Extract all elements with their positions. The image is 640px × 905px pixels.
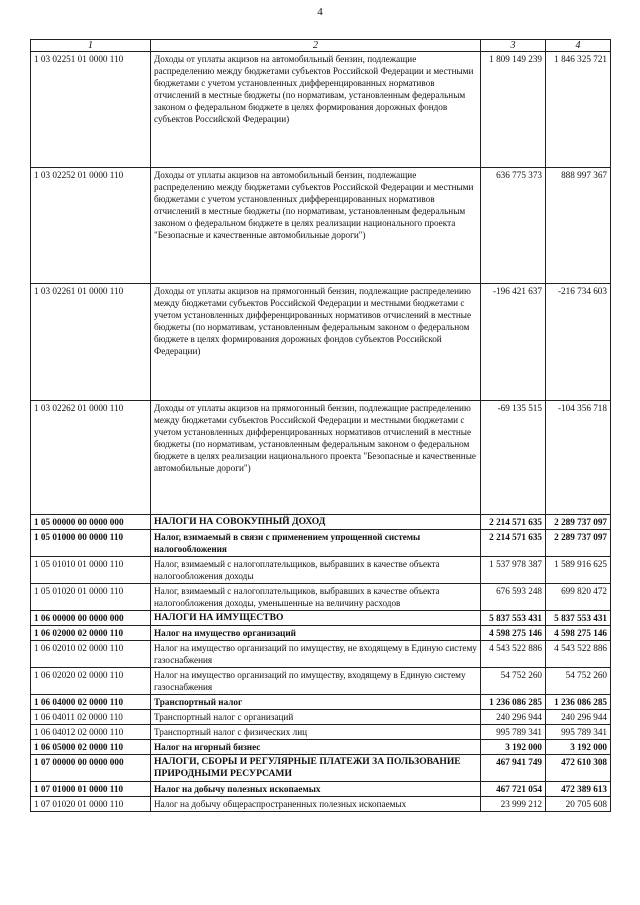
table-row — [31, 755, 611, 782]
column-number-3: 3 — [481, 40, 546, 52]
table-row — [31, 52, 611, 168]
revenue-name-cell: Доходы от уплаты акцизов на автомобильный бензин, подлежащие распределению между бюджетами субъектов Российской Федерации и местными бюджетами с учетом установленных дифференцированных нормативов отчислений в местные бюджеты (по нормативам, установленным федеральным законом о федеральном бюджете в целях реализации национального проекта "Безопасные и качественные автомобильные дороги") — [151, 168, 481, 284]
page-number: 4 — [317, 6, 323, 18]
column-number-1: 1 — [31, 40, 151, 52]
amount-year1-cell: 1 537 978 387 — [481, 557, 546, 584]
table-row — [31, 797, 611, 812]
budget-code-cell: 1 06 04000 02 0000 110 — [31, 695, 151, 710]
table-row — [31, 710, 611, 725]
table-row — [31, 557, 611, 584]
amount-year2-cell: 888 997 367 — [546, 168, 611, 284]
revenue-name-cell: НАЛОГИ, СБОРЫ И РЕГУЛЯРНЫЕ ПЛАТЕЖИ ЗА ПОЛЬЗОВАНИЕ ПРИРОДНЫМИ РЕСУРСАМИ — [151, 755, 481, 782]
amount-year1-cell: 676 593 248 — [481, 584, 546, 611]
amount-year1-cell: 2 214 571 635 — [481, 515, 546, 530]
revenue-name-cell: НАЛОГИ НА СОВОКУПНЫЙ ДОХОД — [151, 515, 481, 530]
amount-year1-cell: 467 721 054 — [481, 782, 546, 797]
budget-code-cell: 1 06 02020 02 0000 110 — [31, 668, 151, 695]
revenue-name-cell: Налог на имущество организаций по имуществу, входящему в Единую систему газоснабжения — [151, 668, 481, 695]
amount-year1-cell: 1 236 086 285 — [481, 695, 546, 710]
table-row — [31, 668, 611, 695]
table-row — [31, 641, 611, 668]
budget-code-cell: 1 06 04011 02 0000 110 — [31, 710, 151, 725]
amount-year2-cell: 699 820 472 — [546, 584, 611, 611]
revenue-name-cell: Налог на имущество организаций по имуществу, не входящему в Единую систему газоснабжения — [151, 641, 481, 668]
amount-year2-cell: 1 589 916 625 — [546, 557, 611, 584]
amount-year2-cell: 5 837 553 431 — [546, 611, 611, 626]
budget-code-cell: 1 05 01010 01 0000 110 — [31, 557, 151, 584]
table-row — [31, 611, 611, 626]
revenue-name-cell: Доходы от уплаты акцизов на автомобильный бензин, подлежащие распределению между бюджетами субъектов Российской Федерации и местными бюджетами с учетом установленных дифференцированных нормативов отчислений в местные бюджеты (по нормативам, установленным федеральным законом о федеральном бюджете в целях формирования дорожных фондов субъектов Российской Федерации) — [151, 52, 481, 168]
amount-year2-cell: 4 543 522 886 — [546, 641, 611, 668]
amount-year2-cell: 472 610 308 — [546, 755, 611, 782]
revenue-name-cell: Налог на имущество организаций — [151, 626, 481, 641]
amount-year1-cell: 1 809 149 239 — [481, 52, 546, 168]
revenue-name-cell: Доходы от уплаты акцизов на прямогонный бензин, подлежащие распределению между бюджетами субъектов Российской Федерации и местными бюджетами с учетом установленных дифференцированных нормативов отчислений в местные бюджеты (по нормативам, установленным федеральным законом о федеральном бюджете в целях формирования дорожных фондов субъектов Российской Федерации) — [151, 284, 481, 401]
budget-code-cell: 1 06 02010 02 0000 110 — [31, 641, 151, 668]
revenue-name-cell: Транспортный налог с физических лиц — [151, 725, 481, 740]
budget-revenue-table — [30, 39, 611, 812]
amount-year2-cell: 995 789 341 — [546, 725, 611, 740]
budget-code-cell: 1 05 01000 00 0000 110 — [31, 530, 151, 557]
table-row — [31, 284, 611, 401]
table-row — [31, 584, 611, 611]
column-number-row — [31, 40, 611, 52]
budget-code-cell: 1 05 00000 00 0000 000 — [31, 515, 151, 530]
amount-year2-cell: 54 752 260 — [546, 668, 611, 695]
amount-year1-cell: 2 214 571 635 — [481, 530, 546, 557]
revenue-name-cell: Налог на игорный бизнес — [151, 740, 481, 755]
table-row — [31, 168, 611, 284]
amount-year2-cell: 240 296 944 — [546, 710, 611, 725]
budget-code-cell: 1 06 05000 02 0000 110 — [31, 740, 151, 755]
amount-year1-cell: 5 837 553 431 — [481, 611, 546, 626]
amount-year2-cell: 472 389 613 — [546, 782, 611, 797]
table-row — [31, 740, 611, 755]
column-number-2: 2 — [151, 40, 481, 52]
amount-year1-cell: 467 941 749 — [481, 755, 546, 782]
amount-year2-cell: 2 289 737 097 — [546, 530, 611, 557]
revenue-name-cell: НАЛОГИ НА ИМУЩЕСТВО — [151, 611, 481, 626]
amount-year1-cell: 3 192 000 — [481, 740, 546, 755]
budget-code-cell: 1 05 01020 01 0000 110 — [31, 584, 151, 611]
revenue-name-cell: Транспортный налог — [151, 695, 481, 710]
revenue-name-cell: Налог, взимаемый в связи с применением упрощенной системы налогообложения — [151, 530, 481, 557]
amount-year2-cell: -216 734 603 — [546, 284, 611, 401]
revenue-name-cell: Транспортный налог с организаций — [151, 710, 481, 725]
table-row — [31, 626, 611, 641]
amount-year1-cell: 4 543 522 886 — [481, 641, 546, 668]
table-row — [31, 401, 611, 515]
table-row — [31, 530, 611, 557]
amount-year1-cell: 995 789 341 — [481, 725, 546, 740]
budget-code-cell: 1 03 02251 01 0000 110 — [31, 52, 151, 168]
revenue-name-cell: Налог, взимаемый с налогоплательщиков, выбравших в качестве объекта налогообложения доходы, уменьшенные на величину расходов — [151, 584, 481, 611]
budget-code-cell: 1 03 02262 01 0000 110 — [31, 401, 151, 515]
budget-code-cell: 1 06 04012 02 0000 110 — [31, 725, 151, 740]
amount-year1-cell: -69 135 515 — [481, 401, 546, 515]
amount-year2-cell: 20 705 608 — [546, 797, 611, 812]
revenue-name-cell: Налог на добычу полезных ископаемых — [151, 782, 481, 797]
table-row — [31, 782, 611, 797]
revenue-name-cell: Налог на добычу общераспространенных полезных ископаемых — [151, 797, 481, 812]
amount-year2-cell: 1 846 325 721 — [546, 52, 611, 168]
amount-year2-cell: 1 236 086 285 — [546, 695, 611, 710]
revenue-name-cell: Налог, взимаемый с налогоплательщиков, выбравших в качестве объекта налогообложения доходы — [151, 557, 481, 584]
amount-year2-cell: 3 192 000 — [546, 740, 611, 755]
budget-code-cell: 1 07 01020 01 0000 110 — [31, 797, 151, 812]
table-row — [31, 695, 611, 710]
revenue-name-cell: Доходы от уплаты акцизов на прямогонный бензин, подлежащие распределению между бюджетами субъектов Российской Федерации и местными бюджетами с учетом установленных дифференцированных нормативов отчислений в местные бюджеты (по нормативам, установленным федеральным законом о федеральном бюджете в целях реализации национального проекта "Безопасные и качественные автомобильные дороги") — [151, 401, 481, 515]
budget-code-cell: 1 06 02000 02 0000 110 — [31, 626, 151, 641]
amount-year1-cell: 4 598 275 146 — [481, 626, 546, 641]
amount-year2-cell: 2 289 737 097 — [546, 515, 611, 530]
budget-code-cell: 1 03 02252 01 0000 110 — [31, 168, 151, 284]
budget-code-cell: 1 06 00000 00 0000 000 — [31, 611, 151, 626]
amount-year1-cell: 240 296 944 — [481, 710, 546, 725]
amount-year1-cell: 54 752 260 — [481, 668, 546, 695]
budget-code-cell: 1 07 01000 01 0000 110 — [31, 782, 151, 797]
amount-year2-cell: -104 356 718 — [546, 401, 611, 515]
amount-year1-cell: -196 421 637 — [481, 284, 546, 401]
amount-year1-cell: 23 999 212 — [481, 797, 546, 812]
column-number-4: 4 — [546, 40, 611, 52]
table-row — [31, 725, 611, 740]
amount-year2-cell: 4 598 275 146 — [546, 626, 611, 641]
budget-code-cell: 1 07 00000 00 0000 000 — [31, 755, 151, 782]
budget-code-cell: 1 03 02261 01 0000 110 — [31, 284, 151, 401]
table-row — [31, 515, 611, 530]
amount-year1-cell: 636 775 373 — [481, 168, 546, 284]
